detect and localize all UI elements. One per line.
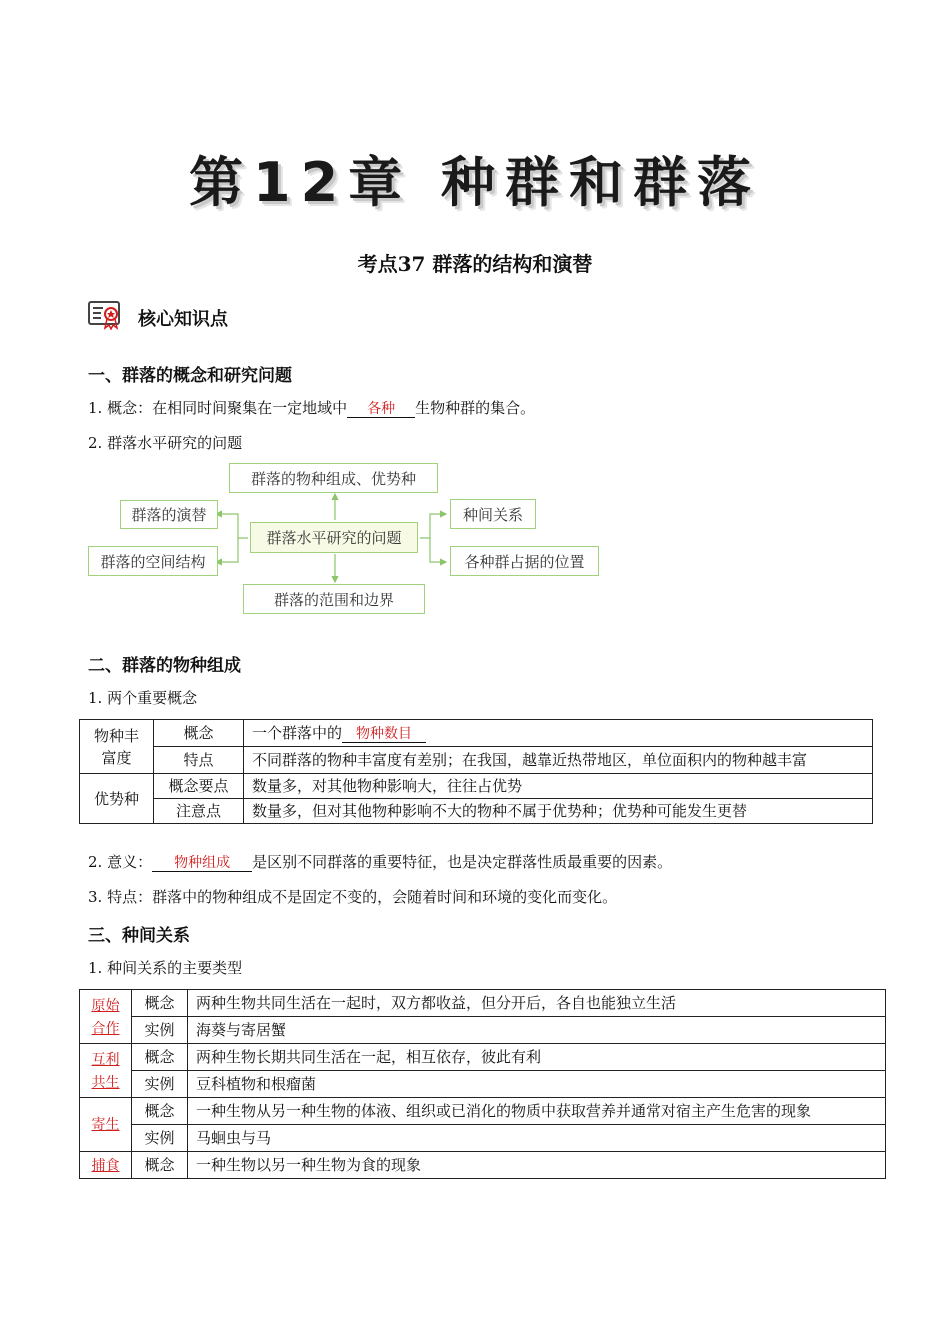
table-row <box>80 720 873 747</box>
diagram-node-left-bottom: 群落的空间结构 <box>88 546 218 576</box>
diagram-node-bottom: 群落的范围和边界 <box>243 584 425 614</box>
table-row <box>80 1152 886 1179</box>
relation-name: 原始 <box>91 997 120 1014</box>
relation-name-cell <box>80 1044 132 1098</box>
table-label-cell: 特点 <box>154 747 244 774</box>
table-row <box>80 1125 886 1152</box>
relation-name: 互利 <box>91 1051 120 1068</box>
table-text-cell: 马蛔虫与马 <box>188 1125 886 1152</box>
relation-name-cell <box>80 1098 132 1152</box>
interspecies-relations-table <box>79 989 886 1179</box>
table-row <box>80 799 873 824</box>
certificate-icon <box>88 300 122 330</box>
page-subtitle: 考点37 群落的结构和演替 <box>357 252 593 276</box>
diagram-node-center: 群落水平研究的问题 <box>250 522 418 553</box>
relation-name: 合作 <box>91 1020 120 1037</box>
table-row <box>80 774 873 799</box>
table-label-cell: 概念 <box>132 990 188 1017</box>
diagram-node-right-bottom: 各种群占据的位置 <box>450 546 599 576</box>
sec2-paragraph-1: 1. 两个重要概念 <box>88 689 198 707</box>
section-2-title: 二、群落的物种组成 <box>88 656 241 676</box>
table-row <box>80 1044 886 1071</box>
sec2-p2-post: 是区别不同群落的重要特征，也是决定群落性质最重要的因素。 <box>252 853 673 871</box>
sec2-paragraph-3: 3. 特点：群落中的物种组成不是固定不变的，会随着时间和环境的变化而变化。 <box>88 888 618 906</box>
table-text-cell: 数量多，但对其他物种影响不大的物种不属于优势种；优势种可能发生更替 <box>244 799 873 824</box>
table-label-cell: 概念 <box>154 720 244 747</box>
table-label-cell: 实例 <box>132 1071 188 1098</box>
table-text-cell: 不同群落的物种丰富度有差别；在我国，越靠近热带地区，单位面积内的物种越丰富 <box>244 747 873 774</box>
sec1-paragraph-2: 2. 群落水平研究的问题 <box>88 434 243 452</box>
core-knowledge-label: 核心知识点 <box>138 309 228 330</box>
table-group-cell: 物种丰富度 <box>80 720 154 774</box>
table-text-cell: 海葵与寄居蟹 <box>188 1017 886 1044</box>
diagram-node-left-top: 群落的演替 <box>120 500 218 529</box>
relation-name-cell <box>80 1152 132 1179</box>
diagram-node-top: 群落的物种组成、优势种 <box>229 463 438 493</box>
table-label-cell: 概念要点 <box>154 774 244 799</box>
table-label-cell: 注意点 <box>154 799 244 824</box>
table-label-cell: 概念 <box>132 1044 188 1071</box>
table-row <box>80 1071 886 1098</box>
sec2-paragraph-2 <box>88 851 672 872</box>
cell-text: 一个群落中的 <box>252 724 343 742</box>
relation-name: 捕食 <box>91 1157 120 1174</box>
section-3-title: 三、种间关系 <box>88 926 190 946</box>
sec3-paragraph-1: 1. 种间关系的主要类型 <box>88 959 243 977</box>
diagram-node-right-top: 种间关系 <box>450 499 536 529</box>
relation-name: 共生 <box>91 1074 120 1091</box>
table-row <box>80 1017 886 1044</box>
answer-blank: 物种数目 <box>342 726 426 743</box>
relation-name: 寄生 <box>91 1117 120 1133</box>
table-label-cell: 实例 <box>132 1017 188 1044</box>
table-row <box>80 1098 886 1125</box>
table-text-cell: 一种生物从另一种生物的体液、组织或已消化的物质中获取营养并通常对宿主产生危害的现象 <box>188 1098 886 1125</box>
table-text-cell: 豆科植物和根瘤菌 <box>188 1071 886 1098</box>
table-text-cell: 两种生物长期共同生活在一起，相互依存，彼此有利 <box>188 1044 886 1071</box>
table-group-cell: 优势种 <box>80 774 154 824</box>
sec1-p1-pre: 1. 概念：在相同时间聚集在一定地域中 <box>88 399 348 417</box>
table-text-cell: 两种生物共同生活在一起时，双方都收益，但分开后，各自也能独立生活 <box>188 990 886 1017</box>
table-label-cell: 概念 <box>132 1152 188 1179</box>
table-label-cell: 概念 <box>132 1098 188 1125</box>
chapter-title: 第12章 种群和群落 <box>189 151 761 214</box>
relation-name-cell <box>80 990 132 1044</box>
table-text-cell: 一种生物以另一种生物为食的现象 <box>188 1152 886 1179</box>
answer-blank: 各种 <box>347 401 415 418</box>
table-row <box>80 990 886 1017</box>
species-concepts-table <box>79 719 873 824</box>
sec1-p1-post: 生物种群的集合。 <box>415 399 536 417</box>
table-text-cell <box>244 720 873 747</box>
table-text-cell: 数量多，对其他物种影响大，往往占优势 <box>244 774 873 799</box>
table-label-cell: 实例 <box>132 1125 188 1152</box>
sec1-paragraph-1 <box>88 397 535 418</box>
section-1-title: 一、群落的概念和研究问题 <box>88 366 292 386</box>
sec2-p2-pre: 2. 意义： <box>88 853 153 871</box>
table-row <box>80 747 873 774</box>
answer-blank: 物种组成 <box>152 855 252 872</box>
